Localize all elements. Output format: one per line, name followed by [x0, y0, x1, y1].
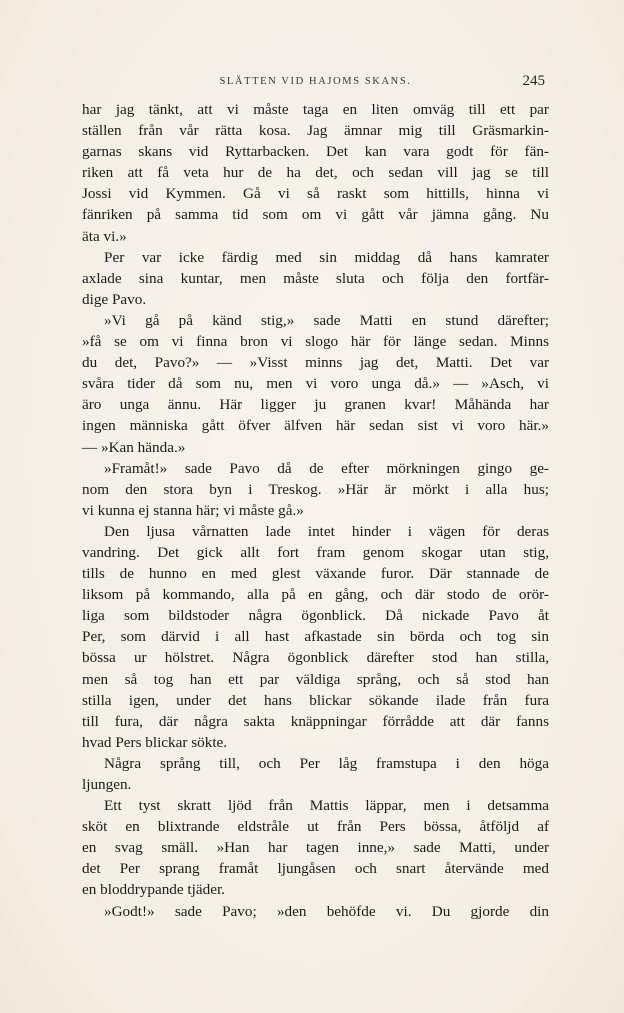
text-line: Per var icke färdig med sin middag då hans kamrater: [104, 248, 549, 266]
text-line: ingen människa gått öfver älfven här sedan sist vi voro här.»: [82, 417, 549, 435]
text-line: äro unga ännu. Här ligger ju granen kvar! Måhända har: [82, 396, 549, 414]
text-line: hvad Pers blickar sökte.: [82, 733, 228, 751]
text-line: liga som bildstoder några ögonblick. Då nickade Pavo åt: [82, 607, 549, 625]
text-line: fänriken på samma tid som om vi gått vår jämna gång. Nu: [82, 206, 549, 224]
text-line: — »Kan hända.»: [82, 438, 186, 456]
text-line: »Vi gå på känd stig,» sade Matti en stund därefter;: [104, 311, 549, 329]
text-line: en svag smäll. »Han har tagen inne,» sade Matti, under: [82, 839, 549, 857]
text-line: men så tog han ett par väldiga språng, och så stod han: [82, 670, 549, 688]
running-title: SLÄTTEN VID HAJOMS SKANS.: [219, 76, 412, 87]
text-line: Några språng till, och Per låg framstupa i den höga: [104, 754, 549, 772]
text-line: nom den stora byn i Treskog. »Här är mörkt i alla hus;: [82, 480, 549, 498]
text-line: vandring. Det gick allt fort fram genom skogar utan stig,: [82, 543, 549, 561]
text-line: Ett tyst skratt ljöd från Mattis läppar, men i detsamma: [104, 797, 549, 815]
text-line: riken att få veta hur de ha det, och sedan vill jag se till: [82, 164, 549, 182]
text-line: det Per sprang framåt ljungåsen och snart återvände med: [82, 860, 549, 878]
text-line: bössa ur hölstret. Några ögonblick därefter stod han stilla,: [82, 649, 549, 667]
text-line: sköt en blixtrande eldstråle ut från Pers bössa, åtföljd af: [82, 818, 549, 836]
page-number: 245: [522, 73, 545, 89]
text-line: Per, som därvid i all hast afkastade sin börda och tog sin: [82, 628, 549, 646]
text-line: liksom på kommando, alla på en gång, och där stodo de orör-: [82, 586, 549, 604]
text-line: tills de hunno en med glest växande furor. Där stannade de: [82, 565, 549, 583]
text-line: svåra tider då som nu, men vi voro unga då.» — »Asch, vi: [82, 375, 549, 393]
text-line: dige Pavo.: [82, 290, 147, 308]
text-line: en bloddrypande tjäder.: [82, 881, 225, 899]
text-line: »få se om vi finna bron vi slogo här för länge sedan. Minns: [82, 333, 549, 351]
page-header: [82, 73, 549, 93]
text-line: Den ljusa vårnatten lade intet hinder i vägen för deras: [104, 522, 549, 540]
text-line: äta vi.»: [82, 227, 127, 245]
text-line: till fura, där några sakta knäppningar förrådde att där fanns: [82, 712, 549, 730]
body-text: [82, 99, 549, 922]
text-line: vi kunna ej stanna här; vi måste gå.»: [82, 501, 304, 519]
text-line: »Godt!» sade Pavo; »den behöfde vi. Du gjorde din: [104, 902, 549, 920]
text-line: Jossi vid Kymmen. Gå vi så raskt som hittills, hinna vi: [82, 185, 549, 203]
text-line: axlade sina kuntar, men måste sluta och följa den fortfär-: [82, 269, 549, 287]
text-line: ställen från vår rätta kosa. Jag ämnar mig till Gräsmarkin-: [82, 122, 549, 140]
text-line: ljungen.: [82, 776, 132, 793]
text-line: har jag tänkt, att vi måste taga en liten omväg till ett par: [82, 101, 549, 118]
text-line: »Framåt!» sade Pavo då de efter mörkningen gingo ge-: [104, 459, 549, 477]
text-line: stilla igen, under det hans blickar sökande ilade från fura: [82, 691, 549, 709]
text-line: garnas skans vid Ryttarbacken. Det kan vara godt för fän-: [82, 143, 549, 161]
text-line: du det, Pavo?» — »Visst minns jag det, Matti. Det var: [82, 354, 549, 372]
